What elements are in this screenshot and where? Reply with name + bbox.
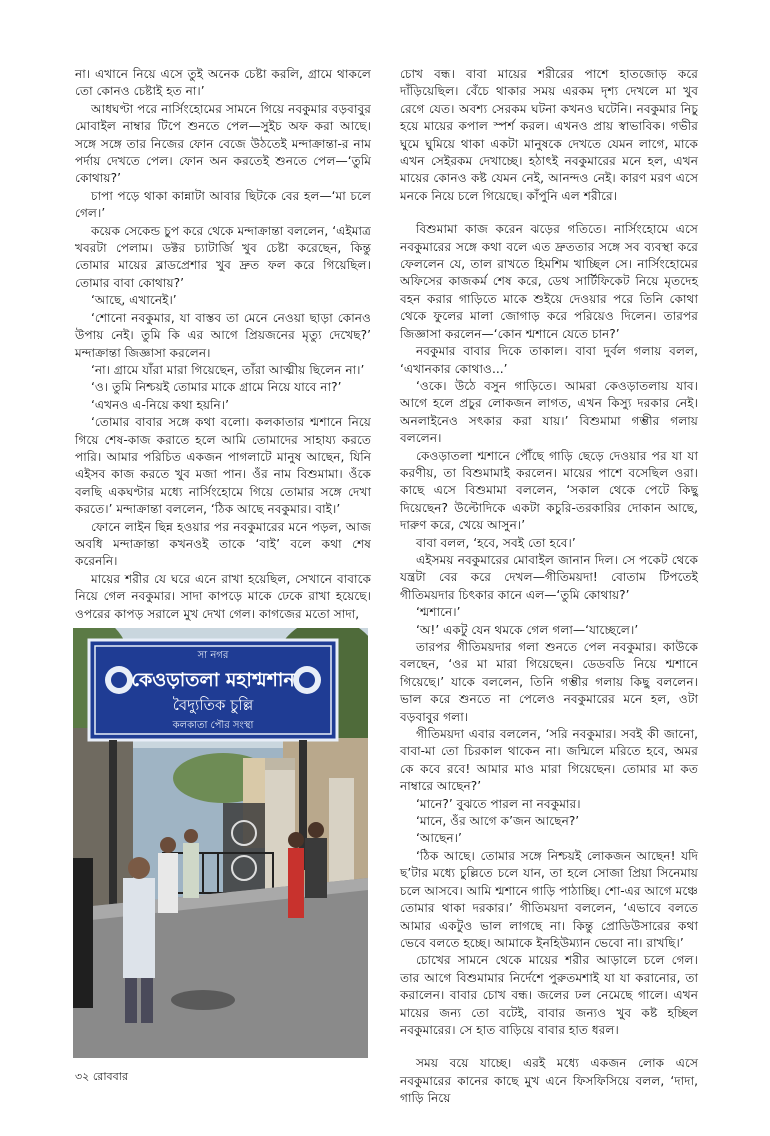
left-text-column [75,66,371,623]
paragraph: ‘না। গ্রামে যাঁরা মারা গিয়েছেন, তাঁরা আত্মীয় ছিলেন না।’ [91,362,365,377]
paragraph: ‘ওকে। উঠে বসুন গাড়িতে। আমরা কেওড়াতলায় যাব। আগে হলে প্রচুর লোকজন লাগত, এখন কিস্যু দরকার নেই। অনলাইনেও সৎকার করা যায়।’ বিশুমামা গম্ভীর গলায় বললেন। [400,378,698,446]
paragraph: সময় বয়ে যাচ্ছে। এরই মধ্যে একজন লোক এসে নবকুমারের কানের কাছে মুখ এনে ফিসফিসিয়ে বলল, ‘দাদা, গাড়ি নিয়ে [400,1056,698,1106]
paragraph: ‘মানে, ওঁর আগে ক’জন আছেন?’ [416,814,580,829]
paragraph: আধঘণ্টা পরে নার্সিংহোমের সামনে গিয়ে নবকুমার বড়বাবুর মোবাইল নাম্বার টিপে শুনতে পেল—সুইচ অফ করা আছে। সঙ্গে সঙ্গে তার নিজের ফোন বেজে উঠতেই মন্দাক্রান্তা-র নাম পর্দায় দেখতে পেল। ফোন অন করতেই শুনতে পেল—‘তুমি কোথায়?’ [75,101,371,186]
magazine-name: রোববার [92,1070,129,1083]
right-text-column [400,66,698,1108]
paragraph: ‘ও। তুমি নিশ্চয়ই তোমার মাকে গ্রামে নিয়ে যাবে না?’ [91,380,342,395]
paragraph: কয়েক সেকেন্ড চুপ করে থেকে মন্দাক্রান্তা বললেন, ‘এইমাত্র খবরটা পেলাম। ডক্টর চ্যাটার্জি খুব চেষ্টা করেছেন, কিন্তু তোমার মায়ের ব্লাডপ্রেশার খুব দ্রুত ফল করে গিয়েছিল। তোমার বাবা কোথায়?’ [75,223,371,290]
paragraph: না। এখানে নিয়ে এসে তুই অনেক চেষ্টা করলি, গ্রামে থাকলে তো কোনও চেষ্টাই হত না।’ [75,67,371,99]
sign-authority: কলকাতা পৌর সংস্থা [172,720,254,731]
paragraph: ‘শ্মশানে।’ [416,605,461,620]
sign-subtitle: বৈদ্যুতিক চুল্লি [172,696,254,714]
sign-title: কেওড়াতলা মহাশ্মশান [131,669,295,691]
photo-illustration [73,628,368,1058]
paragraph: ‘আছে, এখানেই।’ [91,293,177,308]
paragraph: বিশুমামা কাজ করেন ঝড়ের গতিতে। নার্সিংহোমে এসে নবকুমারের সঙ্গে কথা বলে এত দ্রুততার সঙ্গে সব ব্যবস্থা করে ফেললেন যে, তাল রাখতে হিমশিম খাচ্ছিল সে। নার্সিংহোমের অফিসের কাজকর্ম শেষ করে, ডেথ সার্টিফিকেট নিয়ে মৃতদেহ বহন করার গাড়িতে মাকে শুইয়ে দেওয়ার পরে তিনি কোথা থেকে ফুলের মালা জোগাড় করে পরিয়েও দিলেন। তারপর জিজ্ঞাসা করলেন—‘কোন শ্মশানে যেতে চান?’ [400,222,698,341]
photo-keoratala-crematorium-gate [73,628,368,1058]
paragraph: তারপর গীতিময়দার গলা শুনতে পেল নবকুমার। কাউকে বলছেন, ‘ওর মা মারা গিয়েছেন। ডেডবডি নিয়ে শ্মশানে গিয়েছে।’ যাকে বললেন, তিনি গম্ভীর গলায় কিছু বললেন। ভাল করে শুনতে না পেলেও নবকুমারের মনে হল, ওটা বড়বাবুর গলা। [400,640,698,724]
paragraph: নবকুমার বাবার দিকে তাকাল। বাবা দুর্বল গলায় বলল, ‘এখানকার কোথাও...’ [400,344,698,376]
paragraph: বাবা বলল, ‘হবে, সবই তো হবে।’ [416,535,576,550]
paragraph: ‘অ!’ একটু যেন থমকে গেল গলা—‘যাচ্ছেলে।’ [416,622,639,637]
page-footer [75,1068,128,1087]
paragraph: ‘ঠিক আছে। তোমার সঙ্গে নিশ্চয়ই লোকজন আছেন! যদি ছ’টার মধ্যে চুল্লিতে চলে যান, তা হলে সোজা প্রিয়া সিনেমায় চলে আসবে। আমি শ্মশানে গাড়ি পাঠাচ্ছি। শো-এর আগে মঞ্চে তোমার থাকা দরকার।’ গীতিময়দা বললেন, ‘এভাবে বলতে আমার একটুও ভাল লাগছে না। কিন্তু প্রোডিউসারের কথা ভেবে বলতে হচ্ছে। আমাকে ইনহিউম্যান ভেবো না। রাখছি।’ [400,848,698,950]
paragraph: মায়ের শরীর যে ঘরে এনে রাখা হয়েছিল, সেখানে বাবাকে নিয়ে গেল নবকুমার। সাদা কাপড়ে মাকে ঢেকে রাখা হয়েছে। ওপরের কাপড় সরালে মুখ দেখা গেল। কাগজের মতো সাদা, [75,571,371,621]
paragraph: চাপা পড়ে থাকা কান্নাটা আবার ছিটকে বের হল—‘মা চলে গেল।’ [75,188,371,221]
paragraph: ‘শোনো নবকুমার, যা বাস্তব তা মেনে নেওয়া ছাড়া কোনও উপায় নেই। তুমি কি এর আগে প্রিয়জনের মৃত্যু দেখেছ?’ মন্দাক্রান্তা জিজ্ঞাসা করলেন। [75,310,371,360]
paragraph: ‘এখনও এ-নিয়ে কথা হয়নি।’ [91,397,230,412]
page-number: ৩২ [75,1070,90,1083]
paragraph: এইসময় নবকুমারের মোবাইল জানান দিল। সে পকেট থেকে যন্ত্রটা বের করে দেখল—গীতিময়দা! বোতাম টিপতেই গীতিময়দার চিৎকার কানে এল—‘তুমি কোথায়?’ [400,552,698,602]
paragraph: চোখ বন্ধ। বাবা মায়ের শরীরের পাশে হাতজোড় করে দাঁড়িয়েছিল। বেঁচে থাকার সময় এরকম দৃশ্য দেখলে মা খুব রেগে যেত। অবশ্য সেরকম ঘটনা কখনও ঘটেনি। নবকুমার নিচু হয়ে মায়ের কপাল স্পর্শ করল। এখনও প্রায় স্বাভাবিক। গভীর ঘুমে ঘুমিয়ে থাকা একটা মানুষকে দেখতে যেমন লাগে, মাকে এখন সেইরকম দেখাচ্ছে। হঠাৎই নবকুমারের মনে হল, এখন মায়ের কোনও কষ্ট যেমন নেই, আনন্দও নেই। কারণ মরণ এসে মনকে নিয়ে চলে গিয়েছে। কাঁপুনি এল শরীরে। [400,67,698,203]
paragraph: ফোনে লাইন ছিন্ন হওয়ার পর নবকুমারের মনে পড়ল, আজ অবধি মন্দাক্রান্তা কখনওই তাকে ‘বাই’ বলে কথা শেষ করেননি। [75,519,371,569]
paragraph: চোখের সামনে থেকে মায়ের শরীর আড়ালে চলে গেল। তার আগে বিশুমামার নির্দেশে পুরুতমশাই যা যা করানোর, তা করালেন। বাবার চোখ বন্ধ। জলের ঢল নেমেছে গালে। এখন মায়ের জন্য তো বটেই, বাবার জন্যও খুব কষ্ট হচ্ছিল নবকুমারের। সে হাত বাড়িয়ে বাবার হাত ধরল। [400,953,698,1037]
sign-top-line: সা নগর [197,650,229,661]
paragraph: গীতিময়দা এবার বললেন, ‘সরি নবকুমার। সবই কী জানো, বাবা-মা তো চিরকাল থাকেন না। জন্মিলে মরিতে হবে, অমর কে কবে রবে! আমার মাও মারা গিয়েছেন। তোমার মা কত নাম্বারে আছেন?’ [400,727,698,794]
paragraph: কেওড়াতলা শ্মশানে পৌঁছে গাড়ি ছেড়ে দেওয়ার পর যা যা করণীয়, তা বিশুমামাই করলেন। মায়ের পাশে বসেছিল ওরা। কাছে এসে বিশুমামা বললেন, ‘সকাল থেকে পেটে কিছু দিয়েছেন? উল্টোদিকে একটা কচুরি-তরকারির দোকান আছে, দারুণ করে, খেয়ে আসুন।’ [400,448,698,533]
paragraph: ‘আছেন।’ [416,831,462,846]
paragraph: ‘মানে?’ বুঝতে পারল না নবকুমার। [416,796,581,811]
paragraph: ‘তোমার বাবার সঙ্গে কথা বলো। কলকাতার শ্মশানে নিয়ে গিয়ে শেষ-কাজ করাতে হলে আমি তোমাদের সাহায্য করতে পারি। আমার পরিচিত একজন পাগলাটে মানুষ আছেন, যিনি এইসব কাজ করতে খুব মজা পান। ওঁর নাম বিশুমামা। ওঁকে বলছি একঘণ্টার মধ্যে নার্সিংহোমে গিয়ে তোমার সঙ্গে দেখা করতে।’ মন্দাক্রান্তা বললেন, ‘ঠিক আছে নবকুমার। বাই।’ [75,415,371,517]
